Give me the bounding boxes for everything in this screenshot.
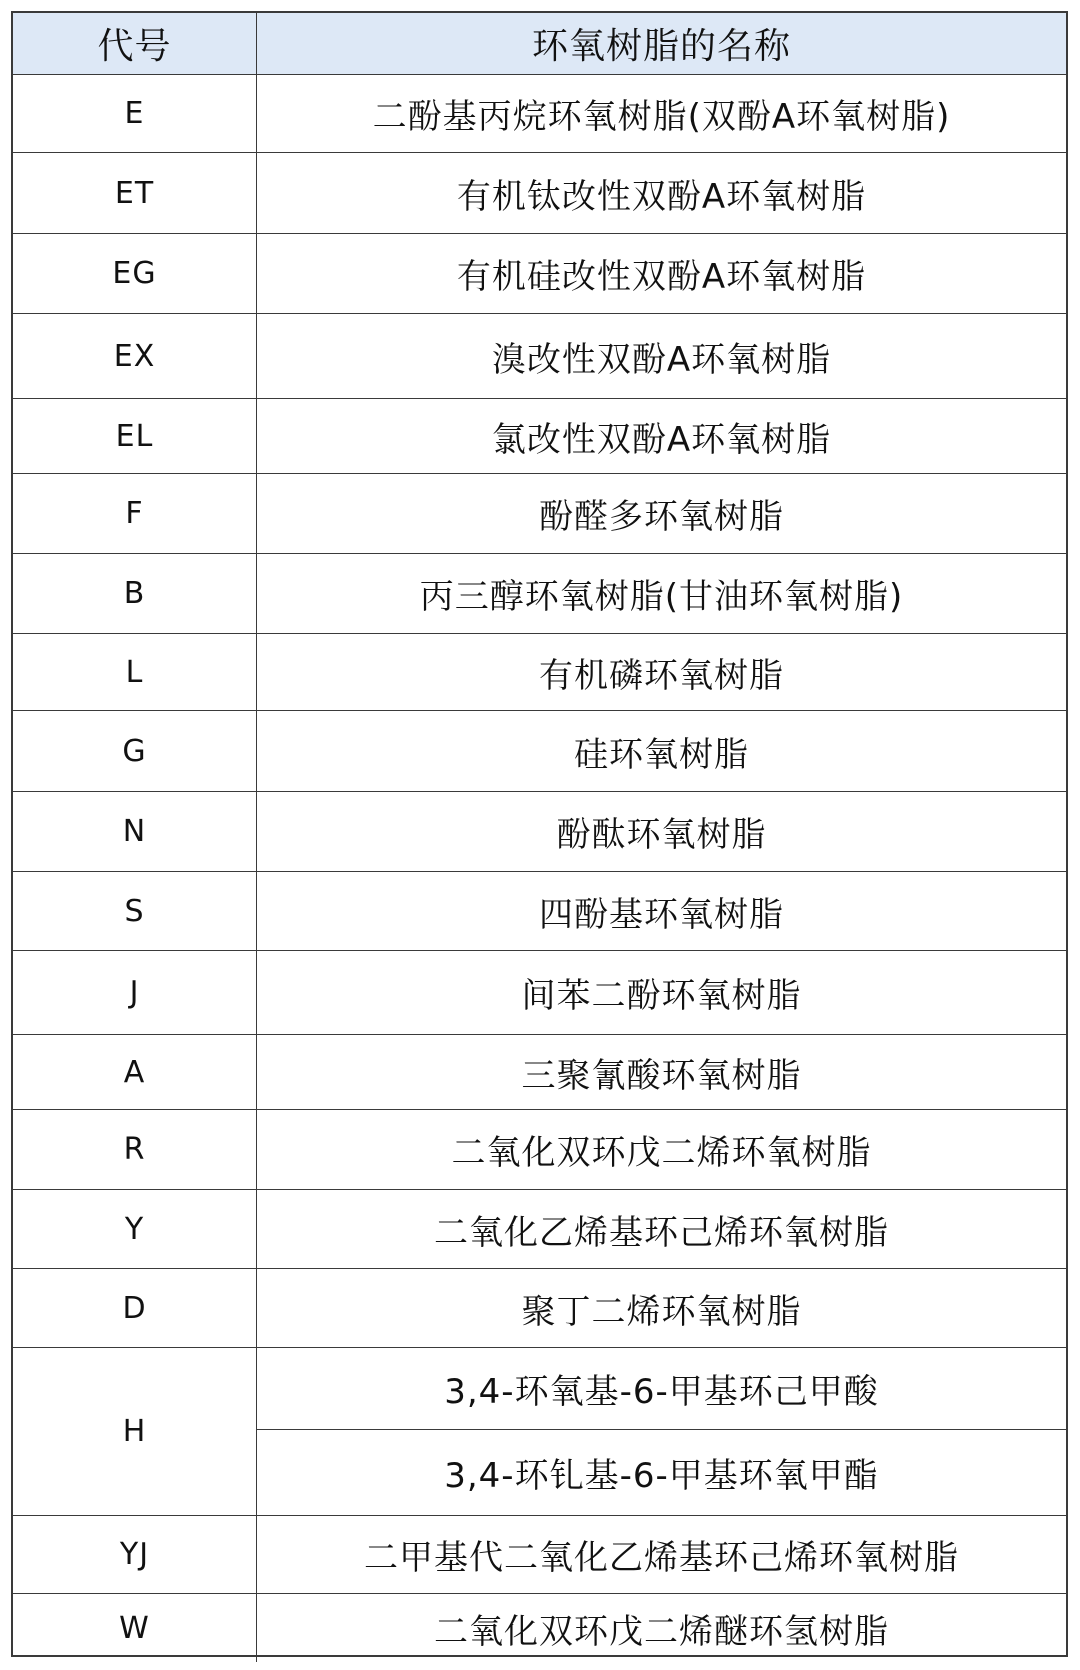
row-code: A bbox=[13, 1035, 257, 1110]
row-name: 聚丁二烯环氧树脂 bbox=[257, 1269, 1066, 1348]
header-code: 代号 bbox=[13, 13, 257, 75]
row-code: G bbox=[13, 711, 257, 792]
row-name: 硅环氧树脂 bbox=[257, 711, 1066, 792]
row-code: EX bbox=[13, 314, 257, 399]
row-name: 溴改性双酚A环氧树脂 bbox=[257, 314, 1066, 399]
row-code: D bbox=[13, 1269, 257, 1348]
row-name: 三聚氰酸环氧树脂 bbox=[257, 1035, 1066, 1110]
row-code: EG bbox=[13, 234, 257, 314]
epoxy-resin-table bbox=[11, 11, 1068, 1657]
row-name: 有机磷环氧树脂 bbox=[257, 634, 1066, 711]
row-name: 氯改性双酚A环氧树脂 bbox=[257, 399, 1066, 474]
row-code: J bbox=[13, 951, 257, 1035]
row-code: S bbox=[13, 872, 257, 951]
row-name: 3,4-环氧基-6-甲基环己甲酸 bbox=[257, 1348, 1066, 1430]
row-code: W bbox=[13, 1594, 257, 1662]
row-code: ET bbox=[13, 153, 257, 234]
row-name: 二氧化双环戊二烯环氧树脂 bbox=[257, 1110, 1066, 1190]
row-code: F bbox=[13, 474, 257, 554]
row-name: 有机硅改性双酚A环氧树脂 bbox=[257, 234, 1066, 314]
row-code: H bbox=[13, 1348, 257, 1516]
header-name: 环氧树脂的名称 bbox=[257, 13, 1066, 75]
row-code: YJ bbox=[13, 1516, 257, 1594]
row-name: 酚酞环氧树脂 bbox=[257, 792, 1066, 872]
row-name: 二氧化乙烯基环己烯环氧树脂 bbox=[257, 1190, 1066, 1269]
row-code: B bbox=[13, 554, 257, 634]
row-code: L bbox=[13, 634, 257, 711]
row-name: 二酚基丙烷环氧树脂(双酚A环氧树脂) bbox=[257, 75, 1066, 153]
row-name: 3,4-环钆基-6-甲基环氧甲酯 bbox=[257, 1430, 1066, 1516]
row-code: EL bbox=[13, 399, 257, 474]
row-name: 四酚基环氧树脂 bbox=[257, 872, 1066, 951]
row-name: 丙三醇环氧树脂(甘油环氧树脂) bbox=[257, 554, 1066, 634]
row-name: 二氧化双环戊二烯醚环氢树脂 bbox=[434, 1611, 889, 1652]
row-code: N bbox=[13, 792, 257, 872]
row-name: 二甲基代二氧化乙烯基环己烯环氧树脂 bbox=[257, 1516, 1066, 1594]
row-code: R bbox=[13, 1110, 257, 1190]
row-name: 酚醛多环氧树脂 bbox=[257, 474, 1066, 554]
row-name: 间苯二酚环氧树脂 bbox=[257, 951, 1066, 1035]
row-name: 有机钛改性双酚A环氧树脂 bbox=[257, 153, 1066, 234]
row-code: E bbox=[13, 75, 257, 153]
row-code: Y bbox=[13, 1190, 257, 1269]
